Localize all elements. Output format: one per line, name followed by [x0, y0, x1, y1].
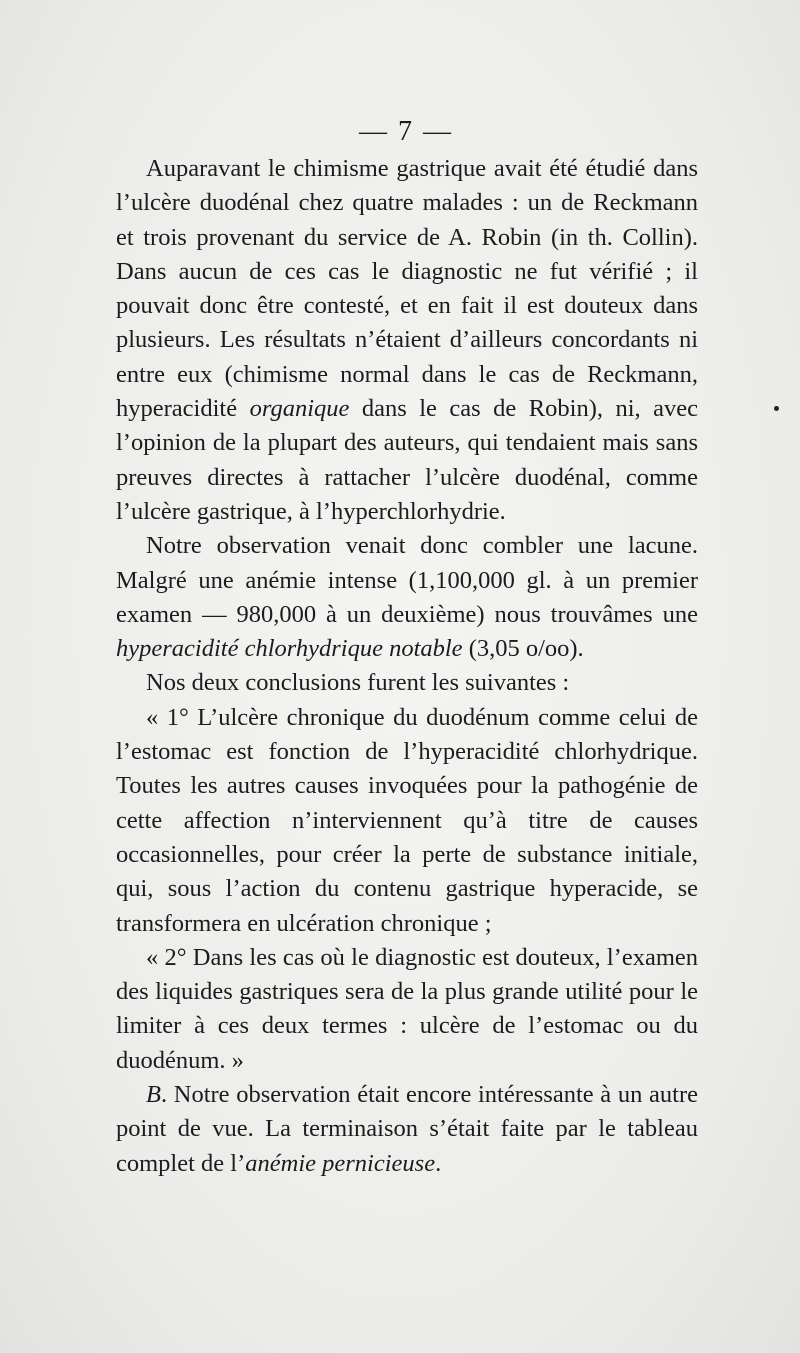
- paragraph-chimisme-history: [116, 152, 698, 529]
- text-run: Auparavant le chimisme gastrique avait été étudié dans l’ulcère duodénal chez quatre malades : un de Reckmann et trois provenant du service de A. Robin (in th. Collin). Dans aucun de ces cas le diagnostic ne fut vérifié ; il pouvait donc être contesté, et en fait il est douteux dans plusieurs. Les résultats n’étaient d’ailleurs concordants ni entre eux (chimisme normal dans le cas de Reckmann, hyperacidité: [116, 155, 698, 423]
- italic-text: B: [146, 1081, 161, 1109]
- italic-text: hyperacidité chlorhydrique notable: [116, 635, 463, 663]
- text-run: (3,05 o/oo).: [462, 635, 584, 663]
- body-text: [116, 152, 698, 1181]
- text-run: . Notre observation était encore intéressante à un autre point de vue. La terminaison s’était faite par le tableau complet de: [116, 1081, 698, 1177]
- text-run: Notre observation venait donc combler une lacune. Malgré une anémie intense (1,100,000 gl. à un premier examen — 980,000 à un deuxième) nous trouvâmes une: [116, 532, 698, 628]
- ink-speck: [774, 406, 779, 411]
- page-number: — 7 —: [359, 116, 453, 147]
- paragraph-conclusion-two: [116, 941, 698, 1078]
- text-run: Nos deux conclusions furent les suivantes :: [146, 669, 570, 697]
- paragraph-conclusions-intro: [116, 666, 698, 700]
- text-run: .: [435, 1149, 442, 1177]
- text-run: « 2° Dans les cas où le diagnostic est douteux, l’examen des liquides gastriques sera de la plus grande utilité pour le limiter à ces deux termes : ulcère de l’estomac ou du duodénum. »: [116, 943, 698, 1074]
- text-run: dans le cas de Robin), ni, avec l’opinion de la plupart des auteurs, qui tendaient mais sans preuves directes à rattacher l’ulcère duodénal, comme l’ulcère gastrique, à l’hyperchlorhydrie.: [116, 395, 698, 525]
- text-run: « 1° L’ulcère chronique du duodénum comme celui de l’estomac est fonction de l’hyperacidité chlorhydrique. Toutes les autres causes invoquées pour la pathogénie de cette affection n’interviennent qu’à titre de causes occasionnelles, pour créer la perte de substance initiale, qui, sous l’action du contenu gastrique hyperacide, se transformera en ulcération chronique ;: [116, 703, 698, 937]
- paragraph-conclusion-one: [116, 701, 698, 941]
- text-run: l’: [230, 1149, 246, 1177]
- paragraph-observation: [116, 529, 698, 666]
- italic-text: anémie pernicieuse: [245, 1149, 436, 1177]
- paragraph-anemia: [116, 1078, 698, 1181]
- italic-text: organique: [249, 395, 350, 423]
